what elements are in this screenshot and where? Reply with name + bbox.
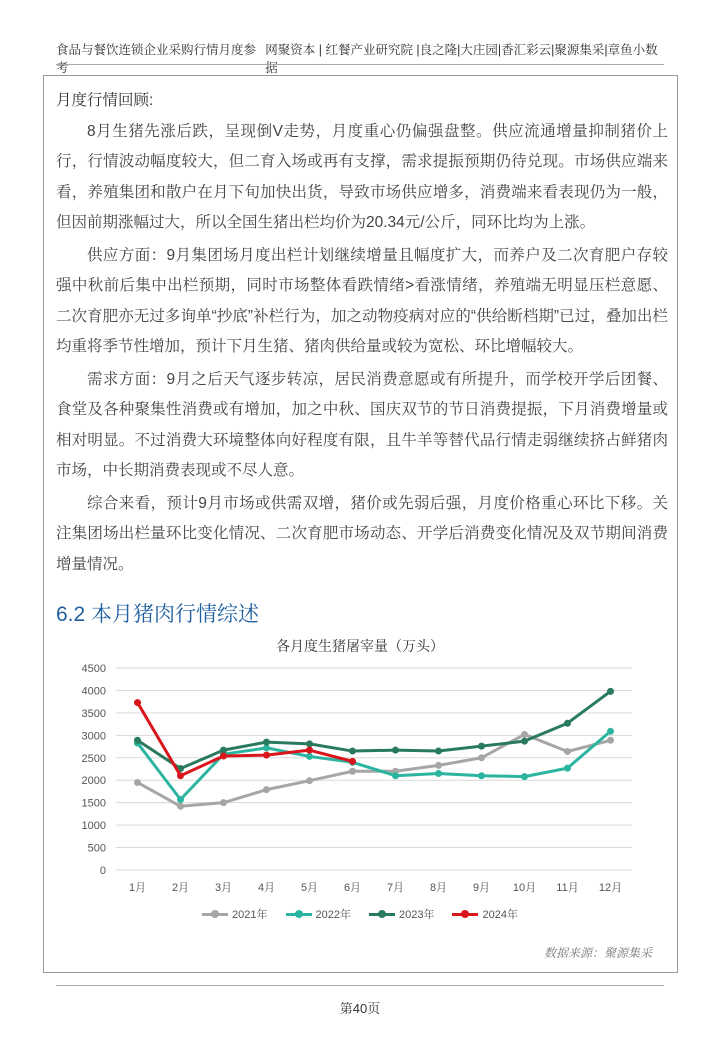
legend-item [286,906,351,922]
x-tick-label: 1月 [128,882,147,894]
data-point [263,786,270,793]
data-point [478,772,485,779]
data-point [306,753,313,760]
data-point [177,772,184,779]
legend-label: 2023年 [399,909,435,921]
x-tick-label: 7月 [386,882,405,894]
data-point [220,752,227,759]
paragraph: 需求方面：9月之后天气逐步转凉，居民消费意愿或有所提升，而学校开学后团餐、食堂及各种聚集性消费或有增加，加之中秋、国庆双节的节日消费提振，下月消费增量或相对明显。不过消费大环境整体向好程度有限，且牛羊等替代品行情走弱继续挤占鲜猪肉市场，中长期消费表现或不尽人意。 [56,370,668,479]
data-point [564,765,571,772]
data-point [306,740,313,747]
x-tick-label: 12月 [598,882,623,894]
y-tick-label: 4500 [81,663,106,675]
legend-label: 2022年 [315,909,351,921]
legend-marker [369,913,395,916]
x-tick-label: 6月 [343,882,362,894]
data-point [435,748,442,755]
y-tick-label: 1000 [81,820,106,833]
data-point [177,796,184,803]
legend-item [202,906,267,922]
data-point [263,752,270,759]
legend-marker [286,913,312,916]
data-point [607,737,614,744]
y-tick-label: 3500 [81,707,106,720]
paragraph: 综合来看，预计9月市场或供需双增，猪价或先弱后强，月度价格重心环比下移。关注集团场出栏量环比变化情况、二次育肥市场动态、开学后消费变化情况及双节期间消费增量情况。 [56,494,668,573]
y-tick-label: 2000 [81,775,106,788]
x-tick-label: 11月 [556,882,579,894]
data-point [478,754,485,761]
page-number: 第40页 [339,1001,381,1016]
data-point [607,688,614,695]
data-point [435,770,442,777]
x-tick-label: 8月 [429,882,448,894]
y-tick-label: 500 [87,842,106,855]
legend-label: 2021年 [232,909,268,921]
y-tick-label: 3000 [81,730,106,743]
data-point [134,737,141,744]
x-tick-label: 9月 [472,882,491,894]
review-heading: 月度行情回顾: [56,92,154,109]
data-point [392,747,399,754]
y-tick-label: 4000 [81,685,106,698]
footer-divider [56,985,664,986]
data-point [564,720,571,727]
data-point [349,768,356,775]
x-tick-label: 2月 [171,882,190,894]
x-tick-label: 10月 [512,882,537,894]
series-line-2024年 [138,703,353,776]
series-line-2023年 [138,691,611,768]
x-tick-label: 3月 [214,882,233,894]
data-point [134,699,141,706]
data-point [306,777,313,784]
legend-marker [202,913,228,916]
data-source: 数据来源：聚源集采 [543,946,652,960]
data-point [177,803,184,810]
legend-item [452,906,517,922]
data-point [478,743,485,750]
legend-item [369,906,434,922]
header-left: 食品与餐饮连锁企业采购行情月度参考 [56,43,257,75]
data-point [607,728,614,735]
y-tick-label: 2500 [81,752,106,765]
data-point [220,799,227,806]
data-point [263,739,270,746]
chart-legend [0,906,720,922]
y-tick-label: 0 [99,865,106,877]
section-title: 6.2 本月猪肉行情综述 [56,603,260,626]
data-point [521,731,528,738]
data-point [564,748,571,755]
header-right: 网聚资本 | 红餐产业研究院 |良之隆|大庄园|香汇彩云|聚源集采|章鱼小数据 [265,43,658,75]
y-tick-label: 1500 [81,797,106,810]
data-point [134,779,141,786]
data-point [521,773,528,780]
legend-label: 2024年 [482,909,518,921]
data-point [392,772,399,779]
chart-title: 各月度生猪屠宰量（万头） [276,638,444,654]
x-tick-label: 4月 [257,882,276,894]
paragraph: 8月生猪先涨后跌，呈现倒V走势，月度重心仍偏强盘整。供应流通增量抑制猪价上行，行情波动幅度较大，但二育入场或再有支撑，需求提振预期仍待兑现。市场供应端来看，养殖集团和散户在月下旬加快出货，导致市场供应增多，消费端来看表现仍为一般，但因前期涨幅过大，所以全国生猪出栏均价为20.34元/公斤，同环比均为上涨。 [56,122,668,231]
legend-marker [452,913,478,916]
x-tick-label: 5月 [300,882,319,894]
paragraph: 供应方面：9月集团场月度出栏计划继续增量且幅度扩大，而养户及二次育肥户存较强中秋前后集中出栏预期，同时市场整体看跌情绪>看涨情绪，养殖端无明显压栏意愿、二次育肥亦无过多询单“抄底”补栏行为，加之动物疫病对应的“供给断档期”已过，叠加出栏均重将季节性增加，预计下月生猪、猪肉供给量或较为宽松、环比增幅较大。 [56,246,668,355]
data-point [349,758,356,765]
data-point [306,747,313,754]
data-point [349,748,356,755]
data-point [435,762,442,769]
data-point [521,738,528,745]
